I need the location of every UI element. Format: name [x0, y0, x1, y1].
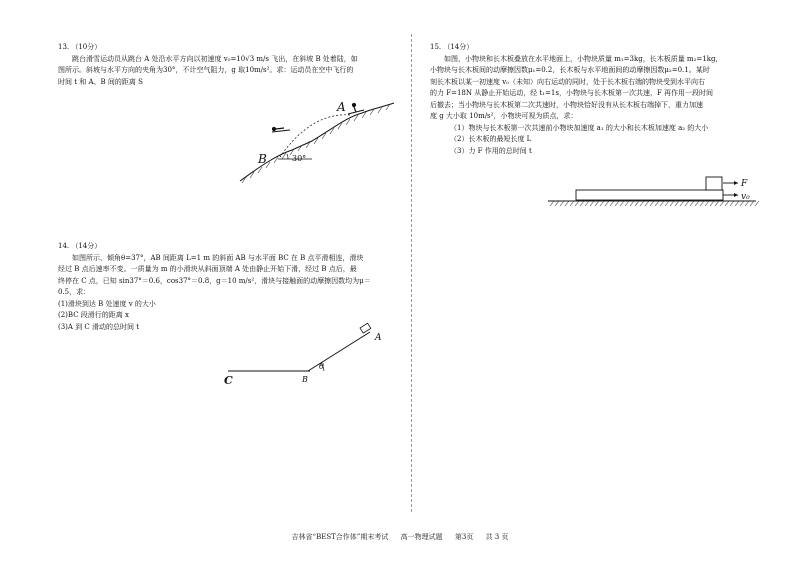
q13-figure: [232, 95, 402, 185]
q13-angle-arc: [287, 154, 288, 159]
left-column: [58, 42, 396, 88]
ground-hatch-mark: [550, 201, 554, 206]
q13-slope: [240, 103, 394, 181]
ground-hatch-mark: [595, 201, 599, 206]
ground-hatch-mark: [755, 201, 759, 206]
q14-angle-label: θ: [319, 362, 324, 371]
ground-hatch-mark: [560, 201, 564, 206]
q13-slope-hatch: [242, 104, 390, 183]
ground-hatch-mark: [705, 201, 709, 206]
ground-hatch-mark: [680, 201, 684, 206]
ground-hatch-mark: [690, 201, 694, 206]
ground-hatch-mark: [670, 201, 674, 206]
q13-line-1: 跳台滑雪运动员从跳台 A 处沿水平方向以初速度 v₀=10√3 m/s 飞出，在斜坡 B 处着陆，如: [72, 54, 358, 63]
ground-hatch-mark: [610, 201, 614, 206]
ground-hatch-mark: [725, 201, 729, 206]
q13-label-a: A: [337, 100, 346, 114]
ground-hatch-mark: [605, 201, 609, 206]
ground-hatch-mark: [665, 201, 669, 206]
footer-exam: 吉林省“BEST合作体”期末考试: [291, 533, 389, 541]
column-divider: [411, 34, 412, 512]
q14-question-1: (1)滑块到达 B 处速度 v 的大小: [58, 299, 156, 308]
ground-hatch-mark: [555, 201, 559, 206]
ground-hatch-mark: [695, 201, 699, 206]
q14-incline-ab: [308, 332, 370, 371]
q13-label-b: B: [258, 152, 267, 166]
q15-question-3: （3）力 F 作用的总时间 t: [450, 146, 532, 155]
q15-question-1: （1）物块与长木板第一次共速前小物块加速度 a₁ 的大小和长木板加速度 a₂ 的大小: [450, 123, 709, 132]
q15-header: 15. （14分）: [430, 43, 474, 51]
q14-line-3: 终停在 C 点，已知 sin37°＝0.6，cos37°＝0.8，g＝10 m/s²，滑块与接触面的动摩擦因数均为μ＝: [58, 276, 371, 285]
q14-line-4: 0.5，求：: [58, 288, 91, 296]
q15-small-block: [706, 177, 722, 190]
question-13: [58, 42, 396, 88]
ground-hatch-mark: [585, 201, 589, 206]
ground-hatch-mark: [660, 201, 664, 206]
ground-hatch-mark: [700, 201, 704, 206]
ground-hatch-mark: [615, 201, 619, 206]
footer-total: 共 3 页: [485, 533, 509, 541]
q14-question-2: (2)BC 段滑行的距离 x: [58, 311, 129, 319]
q15-line-5: 后撤去；当小物块与长木板第二次共速时，小物块恰好没有从长木板右端掉下，重力加速: [430, 100, 703, 109]
ground-hatch-mark: [655, 201, 659, 206]
q15-long-board: [576, 190, 723, 200]
ground-hatch-mark: [650, 201, 654, 206]
ground-hatch-mark: [750, 201, 754, 206]
ground-hatch-mark: [580, 201, 584, 206]
q14-question-3: (3)A 到 C 滑动的总时间 t: [58, 322, 140, 331]
ground-hatch-mark: [635, 201, 639, 206]
ground-hatch-mark: [565, 201, 569, 206]
ground-hatch-mark: [715, 201, 719, 206]
ground-hatch-mark: [675, 201, 679, 206]
q13-line-2: 图所示。斜坡与水平方向的夹角为30°，不计空气阻力，g 取10m/s²。求：运动员在空中飞行的: [58, 66, 354, 74]
footer-subject: 高一物理试题: [400, 533, 443, 541]
q14-label-c: C: [224, 374, 233, 387]
q15-line-4: 的力 F=18N 从静止开始运动，经 t₁=1s，小物块与长木板第一次共速，F 再作用一段时间: [430, 89, 714, 97]
ground-hatch-mark: [620, 201, 624, 206]
ground-hatch-mark: [575, 201, 579, 206]
q15-ground-hatch: [550, 201, 759, 206]
ground-hatch-mark: [640, 201, 644, 206]
ground-hatch-mark: [630, 201, 634, 206]
q14-line-1: 如图所示，倾角θ=37°，AB 间距离 L=1 m 的斜面 AB 与水平面 BC 在 B 点平滑相连，滑块: [72, 253, 364, 262]
ground-hatch-mark: [600, 201, 604, 206]
ground-hatch-mark: [685, 201, 689, 206]
q14-line-2: 经过 B 点后速率不变。一质量为 m 的小滑块从斜面顶端 A 处由静止开始下滑，经过 B 点后，最: [58, 265, 357, 273]
q15-figure: [546, 170, 762, 214]
q15-line-2: 小物块与长木板间的动摩擦因数μ₁=0.2，长木板与水平地面间的动摩擦因数μ₂=0.1。某时: [430, 66, 710, 74]
page-footer: [0, 532, 800, 544]
q15-label-v0: v₀: [741, 192, 750, 202]
q15-line-1: 如图，小物块和长木板叠放在水平地面上，小物块质量 m₁=3kg，长木板质量 m₂=1kg，: [444, 54, 723, 63]
q14-header: 14. （14分）: [58, 242, 102, 250]
q14-label-a: A: [375, 333, 382, 343]
q13-header: 13. （10分）: [58, 43, 102, 51]
q15-line-6: 度 g 大小取 10m/s²，小物块可视为质点，求：: [430, 112, 578, 120]
ground-hatch-mark: [710, 201, 714, 206]
question-15: [430, 42, 762, 157]
q13-skier-a: [348, 103, 364, 114]
q15-label-f: F: [741, 179, 748, 189]
q15-velocity-arrowhead: [734, 193, 738, 197]
q13-skier-flying: [272, 127, 290, 132]
q15-question-2: （2）长木板的最短长度 L: [450, 135, 532, 143]
ground-hatch-mark: [720, 201, 724, 206]
q15-line-3: 刻长木板以某一初速度 v₀（未知）向右运动的同时，处于长木板右端的物块受到水平向右: [430, 77, 705, 86]
q14-figure: [220, 318, 400, 390]
q13-line-3: 时间 t 和 A、B 间的距离 S: [58, 77, 143, 86]
ground-hatch-mark: [590, 201, 594, 206]
footer-page: 第3页: [454, 533, 474, 541]
q14-label-b: B: [302, 375, 308, 384]
ground-hatch-mark: [645, 201, 649, 206]
q14-block: [360, 323, 371, 333]
ground-hatch-mark: [730, 201, 734, 206]
ground-hatch-mark: [625, 201, 629, 206]
ground-hatch-mark: [735, 201, 739, 206]
q15-force-arrowhead: [734, 181, 738, 185]
ground-hatch-mark: [570, 201, 574, 206]
q13-angle-label: 30°: [292, 154, 307, 163]
